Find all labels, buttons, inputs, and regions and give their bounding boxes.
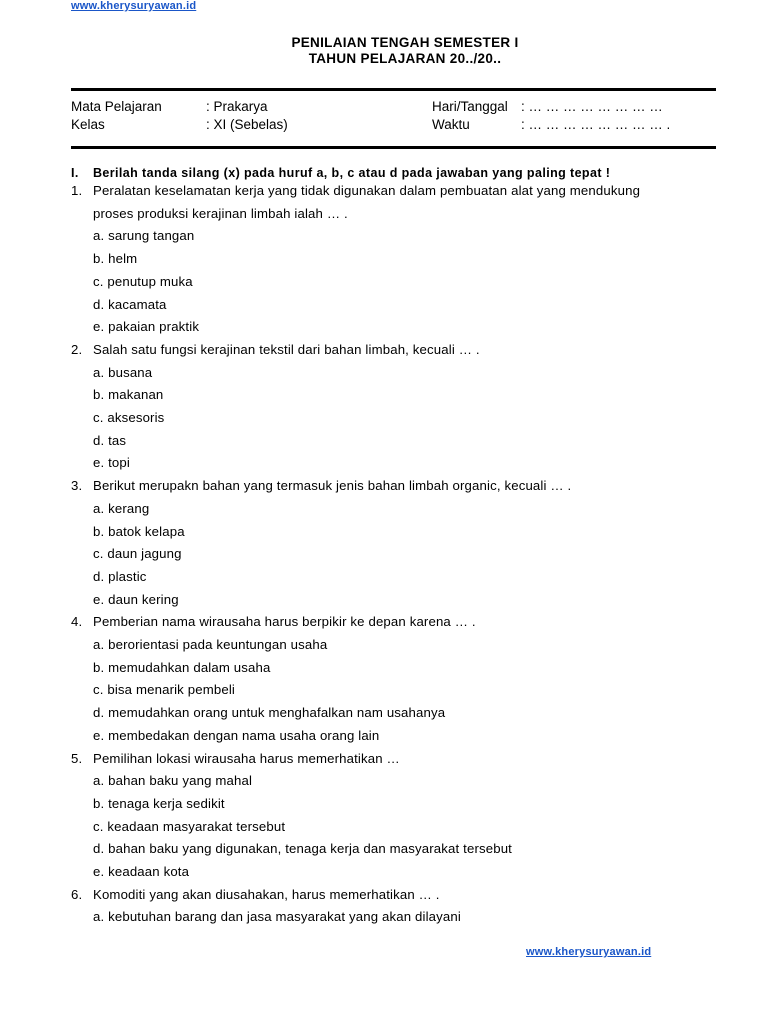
answer-option: c. penutup muka [93, 273, 193, 289]
answer-option: d. kacamata [93, 296, 167, 312]
subject-label: Mata Pelajaran [71, 99, 162, 114]
answer-option: e. daun kering [93, 591, 179, 607]
answer-option: d. memudahkan orang untuk menghafalkan nam usahanya [93, 705, 446, 721]
answer-option: a. berorientasi pada keuntungan usaha [93, 637, 328, 652]
day-value: : … … … … … … … … [521, 99, 663, 114]
answer-option: a. busana [93, 364, 153, 380]
question-number: 1. [71, 183, 83, 198]
class-label: Kelas [71, 117, 105, 132]
subject-value: : Prakarya [206, 99, 268, 114]
header-rule-top [71, 88, 716, 91]
answer-option: b. memudahkan dalam usaha [93, 659, 271, 675]
answer-option: d. bahan baku yang digunakan, tenaga kerja dan masyarakat tersebut [93, 841, 512, 857]
answer-option: c. bisa menarik pembeli [93, 682, 235, 698]
question-number: 2. [71, 341, 83, 357]
answer-option: c. daun jagung [93, 546, 182, 562]
question-number: 6. [71, 886, 83, 902]
day-label: Hari/Tanggal [432, 99, 508, 114]
answer-option: c. aksesoris [93, 410, 165, 425]
academic-year-title: TAHUN PELAJARAN 20../20.. [308, 51, 502, 66]
answer-option: d. plastic [93, 568, 147, 584]
answer-option: a. kebutuhan barang dan jasa masyarakat yang akan dilayani [93, 909, 461, 925]
header-rule-bottom [71, 146, 716, 149]
question-text: Berikut merupakn bahan yang termasuk jenis bahan limbah organic, kecuali … . [93, 478, 572, 494]
question-number: 4. [71, 614, 83, 630]
question-text: Pemberian nama wirausaha harus berpikir ke depan karena … . [93, 614, 476, 630]
question-number: 3. [71, 478, 83, 494]
answer-option: b. batok kelapa [93, 523, 185, 539]
answer-option: a. sarung tangan [93, 228, 195, 244]
answer-option: b. helm [93, 251, 138, 267]
answer-option: b. makanan [93, 387, 164, 403]
question-text: Peralatan keselamatan kerja yang tidak digunakan dalam pembuatan alat yang mendukung [93, 183, 641, 198]
answer-option: b. tenaga kerja sedikit [93, 795, 225, 811]
footer-website-link[interactable]: www.kherysuryawan.id [526, 946, 652, 958]
header-website-link[interactable]: www.kherysuryawan.id [71, 0, 197, 12]
time-value: : … … … … … … … … . [521, 117, 671, 132]
answer-option: d. tas [93, 432, 127, 448]
answer-option: a. bahan baku yang mahal [93, 773, 253, 789]
answer-option: c. keadaan masyarakat tersebut [93, 818, 286, 834]
question-text: Pemilihan lokasi wirausaha harus memerhatikan … [93, 750, 400, 766]
question-number: 5. [71, 750, 83, 766]
class-value: : XI (Sebelas) [206, 117, 288, 132]
question-text: Salah satu fungsi kerajinan tekstil dari bahan limbah, kecuali … . [93, 341, 480, 357]
section-instruction [71, 166, 610, 180]
question-text: Komoditi yang akan diusahakan, harus memerhatikan … . [93, 886, 440, 902]
question-text: proses produksi kerajinan limbah ialah … . [93, 205, 348, 221]
answer-option: a. kerang [93, 500, 150, 516]
answer-option: e. pakaian praktik [93, 319, 200, 335]
exam-title: PENILAIAN TENGAH SEMESTER I [291, 35, 519, 50]
answer-option: e. topi [93, 455, 130, 471]
instruction-text: Berilah tanda silang (x) pada huruf a, b, c atau d pada jawaban yang paling tepat ! [93, 166, 611, 180]
answer-option: e. membedakan dengan nama usaha orang lain [93, 727, 380, 743]
section-number: I. [71, 166, 79, 180]
time-label: Waktu [432, 117, 470, 132]
answer-option: e. keadaan kota [93, 864, 190, 879]
